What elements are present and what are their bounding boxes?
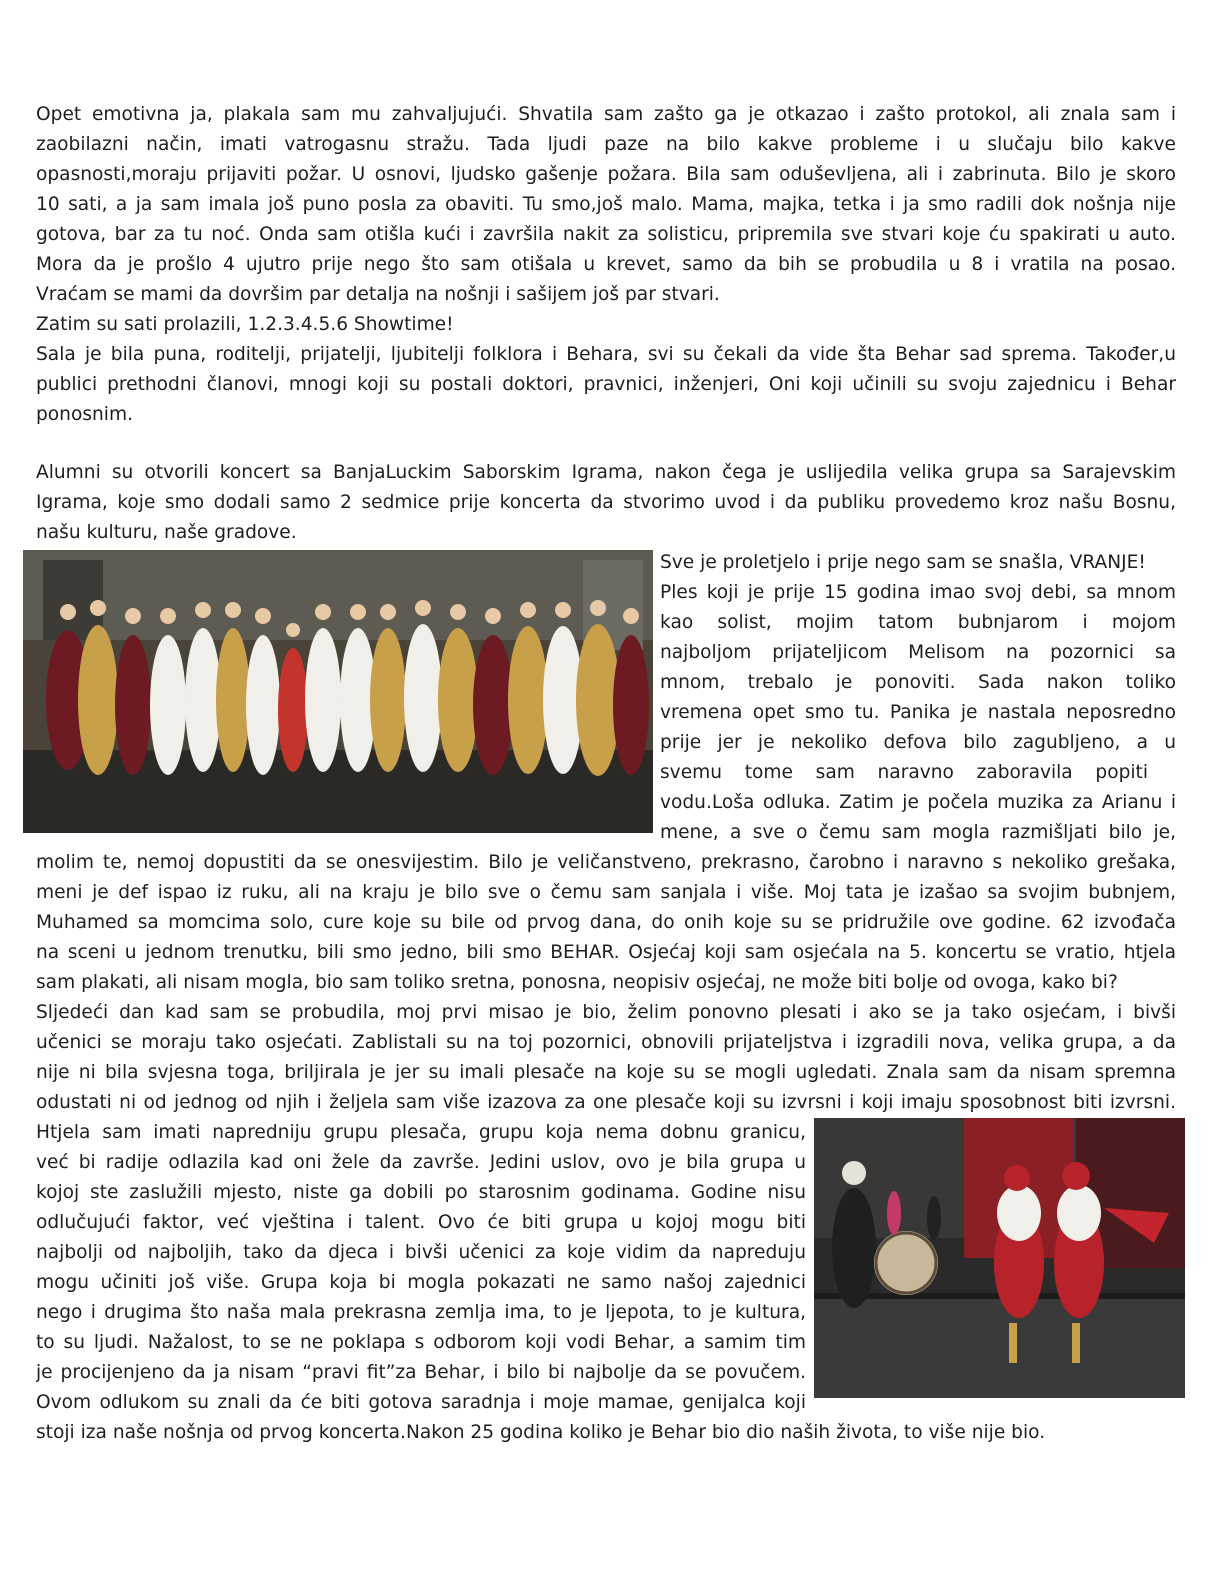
text-line: opasnosti,moraju prijaviti požar. U osnovi, ljudsko gašenje požara. Bila sam oduševljena, ali i zabrinuta. Bilo je skoro <box>36 164 1176 185</box>
text-line: stoji iza naše nošnja od prvog koncerta.Nakon 25 godina koliko je Behar bio dio naših života, to više nije bio. <box>36 1422 1046 1443</box>
text-line: vodu.Loša odluka. Zatim je počela muzika za Arianu i <box>660 792 1176 813</box>
text-line: najboljom prijateljicom Melisom na pozornici sa <box>660 642 1176 663</box>
group-dancers-photo <box>23 550 653 833</box>
text-line: Vraćam se mami da dovršim par detalja na nošnji i sašijem još par stvari. <box>36 284 720 305</box>
text-line: na sceni u jednom trenutku, bili smo jedno, bili smo BEHAR. Osjećaj koji sam osjećala na 5. koncertu se vratio, htjela <box>36 942 1176 963</box>
text-line: nego i drugima što naša mala prekrasna zemlja ima, to je ljepota, to je kultura, <box>36 1302 806 1323</box>
text-line: je procijenjeno da ja nisam “pravi fit”za Behar, i bilo bi najbolje da se povučem. <box>36 1362 806 1383</box>
text-line: Muhamed sa momcima solo, cure koje su bile od prvog dana, do onih koje su se pridružile ove godine. 62 izvođača <box>36 912 1176 933</box>
text-line: svemu tome sam naravno zaboravila popiti <box>660 762 1148 783</box>
text-line: Zatim su sati prolazili, 1.2.3.4.5.6 Showtime! <box>36 314 454 335</box>
text-line: molim te, nemoj dopustiti da se onesvijestim. Bilo je veličanstveno, prekrasno, čarobno i naravno s nekoliko grešaka, <box>36 852 1176 873</box>
text-line: to su ljudi. Nažalost, to se ne poklapa s odborom koji vodi Behar, a samim tim <box>36 1332 806 1353</box>
text-line: meni je def ispao iz ruku, ali na kraju je bilo sve o čemu sam sanjala i više. Moj tata je izašao sa svojim bubnjem, <box>36 882 1176 903</box>
text-line: Mora da je prošlo 4 ujutro prije nego što sam otišala u krevet, samo da bih se probudila u 8 i vratila na posao. <box>36 254 1176 275</box>
text-line: Igrama, koje smo dodali samo 2 sedmice prije koncerta da stvorimo uvod i da publiku provedemo kroz našu Bosnu, <box>36 492 1176 513</box>
text-line: našu kulturu, naše gradove. <box>36 522 297 543</box>
text-line: kao solist, mojim tatom bubnjarom i mojom <box>660 612 1176 633</box>
text-line: najbolji od najboljih, tako da djeca i bivši učenici za koje vidim da napreduju <box>36 1242 806 1263</box>
text-line: gotova, bar za tu noć. Onda sam otišla kući i završila nakit za solisticu, pripremila sve stvari koje ću spakirati u auto. <box>36 224 1176 245</box>
text-line: već bi radije odlazila kad oni žele da završe. Jedini uslov, ovo je bila grupa u <box>36 1152 806 1173</box>
text-line: sam plakati, ali nisam mogla, bio sam toliko sretna, ponosna, neopisiv osjećaj, ne može biti bolje od ovoga, kako bi? <box>36 972 1118 993</box>
text-line: Ples koji je prije 15 godina imao svoj debi, sa mnom <box>660 582 1176 603</box>
text-line: ponosnim. <box>36 404 133 425</box>
text-line: Opet emotivna ja, plakala sam mu zahvaljujući. Shvatila sam zašto ga je otkazao i zašto protokol, ali znala sam i <box>36 104 1176 125</box>
text-line: učenici se moraju tako osjećati. Zablistali su na toj pozornici, obnovili prijateljstva i izgradili nova, velika grupa, a da <box>36 1032 1176 1053</box>
stage-dance-photo <box>814 1118 1185 1398</box>
text-line: prije jer je nekoliko defova bilo zagubljeno, a u <box>660 732 1176 753</box>
text-line: odustati ni od jednog od njih i željela sam više izazova za one plesače koji su izvrsni i koji imaju sposobnost biti izvrsni. <box>36 1092 1176 1113</box>
text-line: Htjela sam imati napredniju grupu plesača, grupu koja nema dobnu granicu, <box>36 1122 806 1143</box>
text-line: odlučujući faktor, već vještina i talent. Ovo će biti grupa u kojoj mogu biti <box>36 1212 806 1233</box>
text-line: nije ni bila svjesna toga, briljirala je jer su imali plesače na koje su se mogli ugledati. Znala sam da nisam spremna <box>36 1062 1176 1083</box>
text-line: publici prethodni članovi, mnogi koji su postali doktori, pravnici, inženjeri, Oni koji učinili su svoju zajednicu i Behar <box>36 374 1176 395</box>
text-line: 10 sati, a ja sam imala još puno posla za obaviti. Tu smo,još malo. Mama, majka, tetka i ja smo radili dok nošnja nije <box>36 194 1176 215</box>
text-line: Ovom odlukom su znali da će biti gotova saradnja i moje mamae, genijalca koji <box>36 1392 806 1413</box>
text-line: mnom, trebalo je ponoviti. Sada nakon toliko <box>660 672 1176 693</box>
text-line: vremena opet smo tu. Panika je nastala neposredno <box>660 702 1176 723</box>
text-line: mene, a sve o čemu sam mogla razmišljati bilo je, <box>660 822 1176 843</box>
text-line: Sala je bila puna, roditelji, prijatelji, ljubitelji folklora i Behara, svi su čekali da vide šta Behar sad sprema. Također,u <box>36 344 1176 365</box>
text-line: Sve je proletjelo i prije nego sam se snašla, VRANJE! <box>660 552 1146 573</box>
text-line: kojoj ste zaslužili mjesto, niste ga dobili po starosnim godinama. Godine nisu <box>36 1182 806 1203</box>
text-line: mogu učiniti još više. Grupa koja bi mogla pokazati ne samo našoj zajednici <box>36 1272 806 1293</box>
text-line: Alumni su otvorili koncert sa BanjaLuckim Saborskim Igrama, nakon čega je uslijedila velika grupa sa Sarajevskim <box>36 462 1176 483</box>
text-line: zaobilazni način, imati vatrogasnu stražu. Tada ljudi paze na bilo kakve probleme i u slučaju bilo kakve <box>36 134 1176 155</box>
text-line: Sljedeći dan kad sam se probudila, moj prvi misao je bio, želim ponovno plesati i ako se ja tako osjećam, i bivši <box>36 1002 1176 1023</box>
